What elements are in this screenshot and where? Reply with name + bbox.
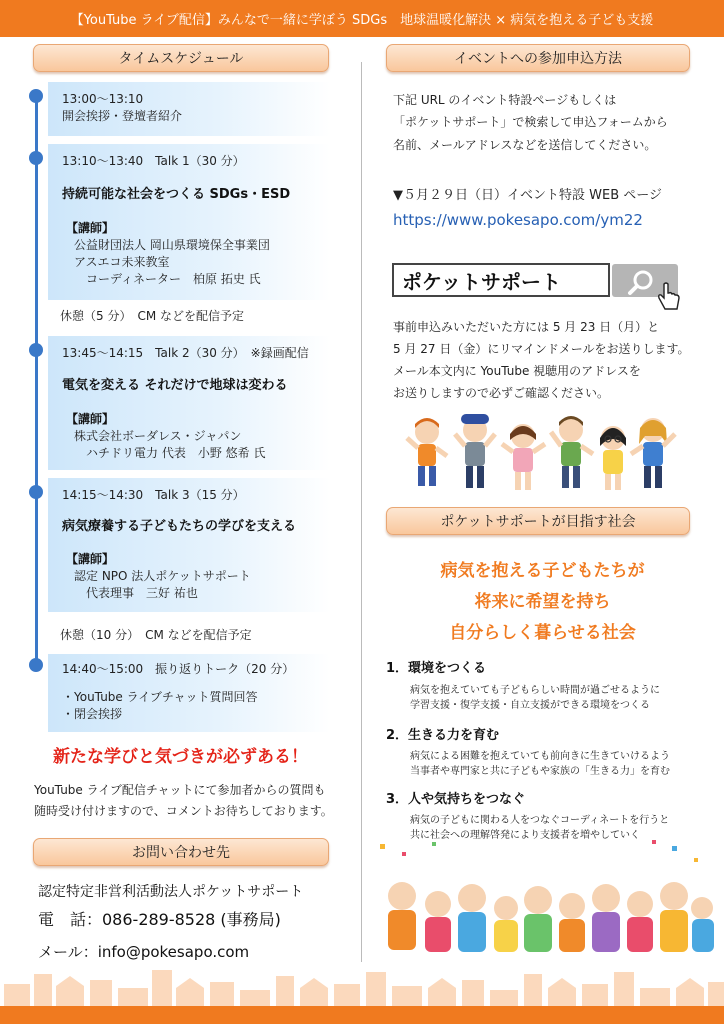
- session-time: 13:00〜13:10: [62, 92, 144, 106]
- discovery-line: 随時受け付けますので、コメントお待ちしております。: [34, 804, 333, 818]
- session-talk3: [48, 478, 330, 612]
- timeline-dot: [29, 89, 43, 103]
- apply-line: 下記 URL のイベント特設ページもしくは: [393, 93, 617, 107]
- speaker-line: 公益財団法人 岡山県環境保全事業団: [74, 238, 270, 252]
- vision-tagline-line: 将来に希望を持ち: [474, 592, 611, 612]
- break-1: 休憩（5 分） CM などを配信予定: [60, 309, 244, 323]
- goal-text: 病気を抱えていても子どもらしい時間が過ごせるように: [410, 685, 660, 696]
- contact-heading: [33, 838, 329, 866]
- speaker-label: 【講師】: [66, 412, 115, 426]
- goal-text: 当事者や専門家と共に子どもや家族の「生きる力」を育む: [410, 766, 670, 777]
- reminder-line: お送りしますので必ずご確認ください。: [393, 386, 610, 400]
- speaker-line: コーディネーター 柏原 拓史 氏: [86, 272, 261, 286]
- session-opening: [48, 82, 330, 136]
- goal-text: 学習支援・復学支援・自立支援ができる環境をつくる: [410, 700, 650, 711]
- town-skyline-illustration: [0, 966, 724, 1006]
- goal-text: 共に社会への理解啓発により支援者を増やしていく: [410, 830, 640, 841]
- discovery-line: YouTube ライブ配信チャットにて参加者からの質問も: [34, 783, 326, 797]
- timeline-line: [35, 96, 38, 668]
- session-title: 持続可能な社会をつくる SDGs・ESD: [62, 187, 291, 202]
- crowd-illustration: [372, 838, 716, 952]
- contact-org: 認定特定非営利活動法人ポケットサポート: [38, 884, 304, 900]
- contact-phone: 電 話：086-289-8528 (事務局): [38, 910, 281, 929]
- session-time: 13:10〜13:40 Talk 1（30 分）: [62, 154, 245, 168]
- goal-title: 1．環境をつくる: [386, 661, 487, 676]
- speaker-line: ハチドリ電力 代表 小野 悠希 氏: [86, 446, 266, 460]
- column-divider: [361, 62, 362, 962]
- children-illustration: [405, 410, 685, 500]
- timeline-dot: [29, 658, 43, 672]
- speaker-line: アスエコ未来教室: [74, 255, 170, 269]
- speaker-line: 株式会社ボーダレス・ジャパン: [74, 429, 242, 443]
- search-term: ポケットサポート: [402, 269, 561, 294]
- search-button[interactable]: [612, 264, 678, 297]
- apply-line: 「ポケットサポート」で検索して申込フォームから: [393, 115, 668, 129]
- event-url-link[interactable]: https://www.pokesapo.com/ym22: [393, 211, 643, 229]
- reminder-line: メール本文内に YouTube 視聴用のアドレスを: [393, 364, 641, 378]
- reminder-line: 5 月 27 日（金）にリマインドメールをお送りします。: [393, 342, 690, 356]
- timeline-dot: [29, 343, 43, 357]
- vision-heading: [386, 507, 690, 535]
- vision-tagline-line: 自分らしく暮らせる社会: [449, 623, 636, 643]
- reminder-line: 事前申込みいただいた方には 5 月 23 日（月）と: [393, 320, 660, 334]
- speaker-line: 代表理事 三好 祐也: [86, 586, 198, 600]
- session-time: 14:40〜15:00 振り返りトーク（20 分）: [62, 662, 295, 676]
- speaker-line: 認定 NPO 法人ポケットサポート: [74, 569, 251, 583]
- contact-heading-label: お問い合わせ先: [132, 845, 230, 861]
- apply-heading: [386, 44, 690, 72]
- banner-text: 【YouTube ライブ配信】みんなで一緒に学ぼう SDGs 地球温暖化解決 × 病気を抱える子ども支援: [70, 13, 654, 28]
- session-title: 電気を変える それだけで地球は変わる: [62, 378, 288, 393]
- session-wrapup: [48, 654, 330, 732]
- goal-text: 病気の子どもに関わる人をつなぐコーディネートを行うと: [410, 815, 670, 826]
- footer-band: [0, 1006, 724, 1024]
- session-time: 14:15〜14:30 Talk 3（15 分）: [62, 488, 245, 502]
- speaker-label: 【講師】: [66, 552, 115, 566]
- event-page-label: ▼５月２９日（日）イベント特設 WEB ページ: [393, 188, 662, 203]
- timeline-dot: [29, 485, 43, 499]
- vision-tagline-line: 病気を抱える子どもたちが: [440, 561, 645, 581]
- schedule-heading: [33, 44, 329, 72]
- speaker-label: 【講師】: [66, 221, 115, 235]
- goal-title: 2．生きる力を育む: [386, 728, 500, 743]
- session-time: 13:45〜14:15 Talk 2（30 分） ※録画配信: [62, 346, 309, 360]
- discovery-headline: 新たな学びと気づきが必ずある！: [53, 747, 308, 767]
- break-2: 休憩（10 分） CM などを配信予定: [60, 628, 252, 642]
- pointer-hand-icon: [656, 282, 682, 312]
- search-box[interactable]: [392, 263, 610, 297]
- apply-line: 名前、メールアドレスなどを送信してください。: [393, 138, 657, 152]
- session-text: ・YouTube ライブチャット質問回答: [62, 690, 258, 704]
- session-text: ・閉会挨拶: [62, 707, 123, 721]
- schedule-heading-label: タイムスケジュール: [118, 51, 244, 67]
- top-banner: [0, 0, 724, 37]
- timeline-dot: [29, 151, 43, 165]
- apply-heading-label: イベントへの参加申込方法: [454, 51, 622, 67]
- session-talk1: [48, 144, 330, 300]
- vision-heading-label: ポケットサポートが目指す社会: [440, 514, 636, 530]
- goal-title: 3．人や気持ちをつなぐ: [386, 792, 526, 807]
- goal-text: 病気による困難を抱えていても前向きに生きていけるよう: [410, 751, 670, 762]
- contact-email[interactable]: メール：info@pokesapo.com: [38, 943, 250, 961]
- session-text: 開会挨拶・登壇者紹介: [62, 109, 183, 123]
- session-title: 病気療養する子どもたちの学びを支える: [62, 519, 297, 534]
- session-talk2: [48, 336, 330, 470]
